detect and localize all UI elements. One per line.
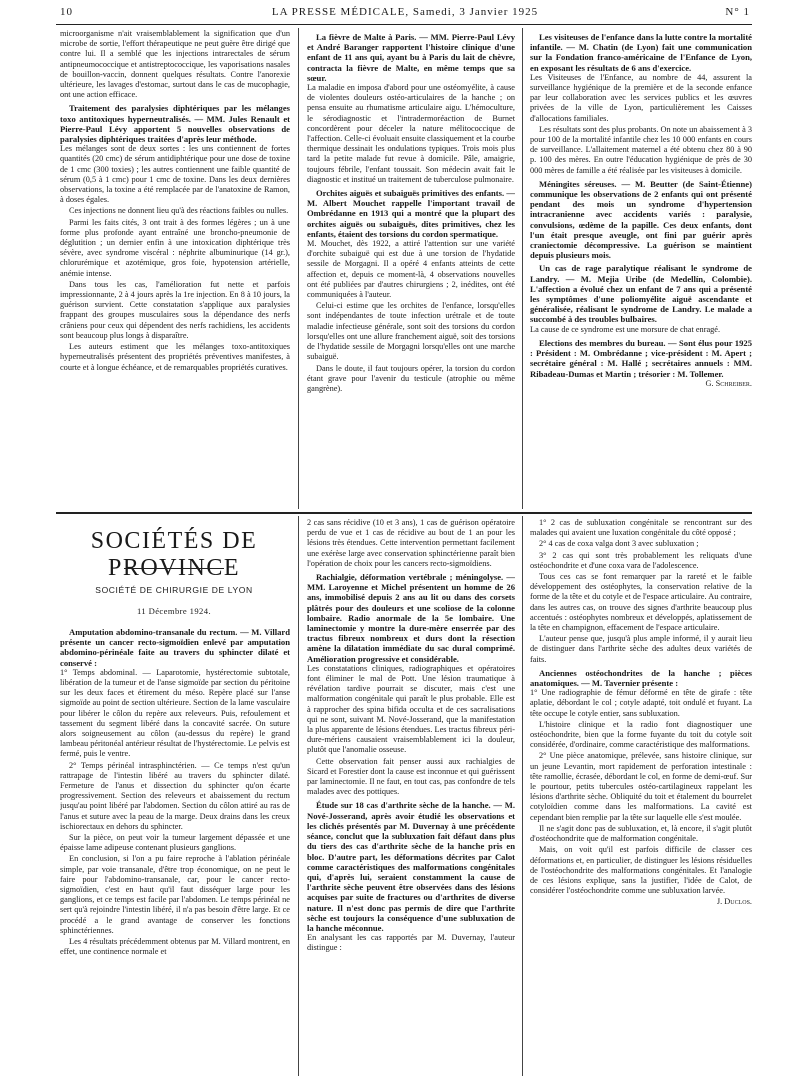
article-paragraph: Ces injections ne donnent lieu qu'à des réactions faibles ou nulles. [69, 206, 289, 216]
article-heading: Un cas de rage paralytique réalisant le syndrome de Landry. — M. Mejia Uribe (de Medellín, Colombie). L'affection a évolué chez un enfant de 7 ans qui a présenté les symptômes d'une poliomyélite aiguë ascendante et généralisée, réalisant le syndrome de Landry. Le malade a succombé à des troubles bulbaires. [530, 263, 752, 325]
article-heading: Étude sur 18 cas d'arthrite sèche de la hanche. — M. Nové-Josserand, après avoir étudié les observations et les clichés présentés par M. Duvernay à une précédente séance, conclut que la subluxation fait défaut dans plus du tiers des cas d'arthrite sèche de la hanche pris en bloc. D'autre part, les déformations décrites par Calot comme caractéristiques des malformations congénitales qui, d'après lui, seraient constamment la cause de l'arthrite sèche peuvent être observées dans des lésions acquises par suite de fractures ou d'arthrites de diverse nature. Il n'est donc pas permis de dire que l'arthrite sèche est toujours la conséquence d'une subluxation de la hanche méconnue. [307, 800, 515, 933]
article-paragraph: 2° 4 cas de coxa valga dont 3 avec subluxation ; [539, 539, 699, 549]
article-paragraph: Il ne s'agit donc pas de subluxation, et, là encore, il s'agit plutôt d'ostéochondrite que de malformation congénitale. [530, 823, 752, 844]
section-rule [56, 512, 752, 514]
article-heading: La fièvre de Malte à Paris. — MM. Pierre-Paul Lévy et André Baranger rapportent l'histoire clinique d'une enfant de 11 ans qui, ayant bu à Paris du lait de chèvre, contracta la fièvre de Malte, en même temps que sa sœur. [307, 32, 515, 83]
top-column-2 [307, 29, 515, 507]
article-heading: Elections des membres du bureau. — Sont élus pour 1925 : Président : M. Ombrédanne ; vice-président : M. Apert ; secrétaire général : M. Hallé ; secrétaires annuels : MM. Ribadeau-Dumas et Martin ; trésorier : M. Tollemer. [530, 337, 752, 379]
article-heading: Orchites aiguës et subaiguës primitives des enfants. — M. Albert Mouchet rappelle l'important travail de Ombrédanne en 1913 qui a montré que la plupart des orchites aiguës ou subaiguës, dites primitives, chez les enfants, étaient des torsions du cordon spermatique. [307, 188, 515, 239]
top-column-1 [60, 29, 290, 507]
article-paragraph: 2° Une pièce anatomique, prélevée, sans histoire clinique, sur un jeune Levantin, mort rapidement de perforation intestinale : tête ramollie, écrasée, débordant le col, en forme de demi-œuf. Sur le pourtour, petits tubercules ostéo-cartilagineux rappelant les lésions d'arthrite sèche. Obliquité du toit et étalement du bourrelet cotyloïdien comme dans les malformations. La cavité est cependant bien remplie par la tête sur laquelle elle s'est moulée. [530, 751, 752, 822]
article-paragraph: 1° Temps abdominal. — Laparotomie, hystérectomie subtotale, libération de la tumeur et de l'anse sigmoïde par section du péritoine sur les deux faces et étirement du méso. Repère placé sur l'anse sigmoïde au point de section ultérieure. Section de la lame vasculaire pour libérer le côlon du repère aux releveurs. Puis, refoulement et tassement du segment libéré dans la concavité sacrée. On suture alors soigneusement au côlon (au-dessus du repère) le grand lambeau péritonéal antérieur résultat de l'hystérectomie. Le pelvis est fermé, puis le ventre. [60, 667, 290, 759]
column-divider [522, 28, 523, 509]
article-paragraph: 1° Une radiographie de fémur déformé en tête de girafe : tête aplatie, débordant le col ; cotyle adapté, toit ondulé et fuyant. La tête occupe le cotyle entier, sans subluxation. [530, 688, 752, 718]
article-paragraph: Tous ces cas se font remarquer par la rareté et le faible développement des ostéophytes, la conservation relative de la forme de la tête et du cotyle et de l'espace articulaire. Au contraire, dans les autres cas, on trouve des signes d'arthrite beaucoup plus accentués : ostéophytes nombreux et développés, aplatissement de la tête en champignon, effacement de l'espace articulaire. [530, 572, 752, 633]
page-number: 10 [60, 6, 73, 18]
article-paragraph: En analysant les cas rapportés par M. Duvernay, l'auteur distingue : [307, 933, 515, 953]
article-paragraph: 3° 2 cas qui sont très probablement les reliquats d'une ostéochondrite et d'une coxa vara de l'adolescence. [530, 550, 752, 570]
article-paragraph: Les mélanges sont de deux sortes : les uns contiennent de fortes quantités (20 cmc) de sérum antidiphtérique pour une dose de toxine de 1 cmc (300 toxies) ; les autres contiennent une faible quantité de sérum (0,5 à 1 cmc) pour 1 cmc de toxine. Dans les deux dernières observations, la toxine a été remplacée par de l'anatoxine de Ramon, à doses égales. [60, 144, 290, 205]
article-paragraph: 2° Temps périnéal intrasphinctérien. — Ce temps n'est qu'un rattrapage de l'intestin libéré au travers du sphincter dilaté. Fermeture de l'anus et dissection du sphincter qu'on écarte progressivement. Section des releveurs et abaissement du rectum jusqu'au point libéré par l'abdomen. Section du côlon attiré au ras de l'anus et suture avec la peau de la marge. Deux drains dans les creux ischiorectaux en dehors du sphincter. [60, 760, 290, 831]
bottom-column-2 [307, 518, 515, 1072]
article-paragraph: Dans le doute, il faut toujours opérer, la torsion du cordon étant grave pour l'avenir du testicule (atrophie ou même gangrène). [307, 363, 515, 393]
column-divider [298, 28, 299, 509]
article-paragraph: Les 4 résultats précédemment obtenus par M. Villard montrent, en effet, une continence normale et [60, 937, 290, 957]
top-column-3 [530, 29, 752, 507]
section-title: SOCIÉTÉS DE PROVINCE [90, 528, 258, 581]
article-paragraph: Les Visiteuses de l'Enfance, au nombre de 44, assurent la surveillance hygiénique de la première et de la seconde enfance par leur collaboration avec les services publics et les œuvres privées de la ville de Lyon, particulièrement les Caisses d'allocations familiales. [530, 72, 752, 123]
article-paragraph: L'histoire clinique et la radio font diagnostiquer une ostéochondrite, bien que la forme fuyante du toit du cotyle soit considérée, d'ordinaire, comme caractéristique des malformations. [530, 719, 752, 750]
article-paragraph: Les résultats sont des plus probants. On note un abaissement à 3 pour 100 de la mortalité infantile chez les 10 000 enfants en cours de surveillance. L'allaitement maternel a été obtenu chez 80 à 90 p. 100 des mères. En outre l'éducation hygiénique de près de 30 000 mères de famille a été réalisée par les visiteuses à domicile. [530, 124, 752, 175]
column-divider [298, 516, 299, 1076]
bottom-column-3 [530, 518, 752, 1072]
article-paragraph: Sur la pièce, on peut voir la tumeur largement dépassée et une épaisse lame adipeuse contenant plusieurs ganglions. [60, 833, 290, 853]
author-signature: G. Schreiber. [705, 378, 752, 388]
article-paragraph: 1° 2 cas de subluxation congénitale se rencontrant sur des malades qui avaient une luxation congénitale du côté opposé ; [530, 518, 752, 538]
article-paragraph: En conclusion, si l'on a pu faire reproche à l'ablation périnéale simple, par voie transanale, d'être trop économique, on ne peut le faire pour l'abdomino-transanale, car, pour le cancer recto-sigmoïdien, c'est en haut qu'il faut disséquer large pour les ganglions, et ce temps est facile par l'abdomen. Le temps périnéal ne sert qu'à rejoindre l'intestin libéré, il n'a pas besoin d'être large. Et ce procédé a le grand avantage de conserver les fonctions sphinctériennes. [60, 854, 290, 935]
article-paragraph: Parmi les faits cités, 3 ont trait à des formes légères ; un à une forme plus profonde ayant entraîné une broncho-pneumonie de déglutition ; un dernier enfin à une intoxication diphtérique très sévère, avec syndrome viscéral : néphrite albuminurique (14 gr.), chlorurémique et azotémique, gros foie, hypotension artérielle, anémie intense. [60, 217, 290, 278]
article-heading: Méningites séreuses. — M. Beutter (de Saint-Étienne) communique les observations de 2 enfants qui ont présenté pendant des mois un syndrome d'hypertension intracranienne avec accidents variés : paralysie, convulsions, œdème de la papille. Ces deux enfants, dont l'un était presque aveugle, ont fini par guérir après craniectomie décompressive. La guérison se maintient depuis plusieurs mois. [530, 178, 752, 261]
running-header [60, 6, 750, 22]
society-name: SOCIÉTÉ DE CHIRURGIE DE LYON [95, 585, 253, 595]
article-heading: Rachialgie, déformation vertébrale ; méningolyse. — MM. Laroyenne et Michel présentent un homme de 26 ans, immobilisé depuis 2 ans au lit ou dans des corsets plâtrés pour des douleurs et une scoliose de la colonne lombaire. Radio anormale de la 5e lombaire. Une laminectomie y montre la dure-mère enserrée par des tractus fibreux nombreux et durs dont la résection amène la dilatation immédiate du sac dural comprimé. Amélioration progressive et considérable. [307, 572, 515, 664]
article-paragraph: Les constatations cliniques, radiographiques et opératoires font éliminer le mal de Pott. Une lésion traumatique à révélation tardive pourrait se discuter, mais c'est une malformation congénitale qui paraît le plus probable. Elle est à rapprocher des spina bifida occulta et de ces sacralisations qui ne sont, suivant M. Nové-Josserand, que la manifestation la plus apparente de lésions étendues. Les tractus fibreux péri-dure-mériens causaient vraisemblablement ici la douleur, plutôt que l'anomalie osseuse. [307, 663, 515, 755]
journal-title: LA PRESSE MÉDICALE, Samedi, 3 Janvier 1925 [271, 6, 539, 18]
column-divider [522, 516, 523, 1076]
article-paragraph: Mais, on voit qu'il est parfois difficile de classer ces déformations et, en particulier, de distinguer les lésions résiduelles de l'ostéochondrite des malformations congénitales. Et l'analogie de ces lésions explique, sans la justifier, l'idée de Calot, de considérer l'ostéochondrite comme une subluxation larvée. [530, 845, 752, 896]
header-rule [56, 24, 752, 25]
article-paragraph: L'auteur pense que, jusqu'à plus ample informé, il y aurait lieu de distinguer dans l'arthrite sèche des adultes deux variétés de faits. [530, 634, 752, 664]
title-underline [124, 568, 224, 569]
article-heading: Les visiteuses de l'enfance dans la lutte contre la mortalité infantile. — M. Chatin (de Lyon) fait une communication sur la Fondation franco-américaine de l'Enfance de Lyon, en exposant les résultats de 6 ans d'exercice. [530, 32, 752, 73]
article-paragraph: La maladie en imposa d'abord pour une ostéomyélite, à cause de violentes douleurs ostéo-articulaires de la hanche ; on pensa ensuite au rhumatisme articulaire aigu. L'hémoculture, le sérodiagnostic et l'intradermoréaction de Burnet concordèrent pour déceler la nature mélitococcique de l'affection. Celle-ci évoluait ensuite classiquement et la courbe thermique dessinait les ondulations typiques. Trois mois plus tard la petite malade fut revue à domicile. Pâle, amaigrie, toujours fébrile, l'enfant toussait. Son médecin avait fait le diagnostic et institué un traitement de tuberculose pulmonaire. [307, 83, 515, 184]
article-paragraph: Dans tous les cas, l'amélioration fut nette et parfois impressionnante, 2 à 4 jours après la 1re injection. En 8 à 10 jours, la guérison survient. Cette constatation s'applique aux paralysies frappant des groupes musculaires sous la dépendance des nerfs crâniens pour ceux qui dépendent des nerfs rachidiens, les accidents sont beaucoup plus longs à disparaître. [60, 279, 290, 340]
article-paragraph: Celui-ci estime que les orchites de l'enfance, lorsqu'elles sont indépendantes de toute infection urétrale et de toute maladie infectieuse générale, sont soit des torsions du cordon lorsqu'elles ont une allure franchement aiguë, soit des torsions de l'hydatide sessile de Morgagni lorsqu'elles ont une marche subaiguë. [307, 301, 515, 362]
article-paragraph: La cause de ce syndrome est une morsure de chat enragé. [530, 324, 721, 334]
article-paragraph: Les auteurs estiment que les mélanges toxo-antitoxiques hyperneutralisés présentent des propriétés préventives manifestes, à courte et à longue échéance, et de remarquables propriétés curatives. [60, 342, 290, 372]
article-heading: Anciennes ostéochondrites de la hanche ; pièces anatomiques. — M. Tavernier présente : [530, 667, 752, 689]
issue-number: N° 1 [725, 6, 750, 18]
article-heading: Traitement des paralysies diphtériques par les mélanges toxo antitoxiques hyperneutralisés. — MM. Jules Renault et Pierre-Paul Lévy apportent 5 nouvelles observations de paralysies diphtériques traitées d'après leur méthode. [60, 103, 290, 145]
author-signature: J. Duclos. [716, 897, 752, 907]
article-paragraph: M. Mouchet, dès 1922, a attiré l'attention sur une variété d'orchite subaiguë qui est due à une torsion de l'hydatide sessile de Morgagni. Il a opéré 4 enfants atteints de cette affection et, depuis ce moment-là, 4 observations nouvelles ont été publiées par d'autres chirurgiens ; 2, inédites, ont été communiquées à l'auteur. [307, 239, 515, 300]
session-date: 11 Décembre 1924. [136, 606, 211, 616]
article-paragraph: microorganisme n'ait vraisemblablement la signification que d'un microbe de sortie, l'effort thérapeutique ne peut guère être dirigé que contre lui. Il a semblé que les injections intrarectales de sérum antipneumococcique et antistreptococcique, les vaporisations nasales de bouillon-vaccin, donnent quelques résultats. Contre l'anorexie ultérieure, les lavages d'estomac, surtout dans le cas de mucophagie, ont une action efficace. [60, 29, 290, 100]
article-heading: Amputation abdomino-transanale du rectum. — M. Villard présente un cancer recto-sigmoïdien enlevé par amputation abdomino-périnéale faite au travers du sphincter dilaté et conservé : [60, 627, 290, 668]
bottom-column-1 [60, 624, 290, 1072]
article-paragraph: Cette observation fait penser aussi aux rachialgies de Sicard et Forestier dont la cause est inconnue et qui guérissent par laminectomie. Il ne faut, en tout cas, pas confondre de tels malades avec des pottiques. [307, 756, 515, 797]
article-paragraph: 2 cas sans récidive (10 et 3 ans), 1 cas de guérison opératoire perdu de vue et 1 cas de récidive au bout de 1 an pour les lésions très étendues. Cette intervention permettant facilement une exérèse large avec conservation sphinctérienne paraît bien l'opération de choix pour les cancers recto-sigmoïdiens. [307, 518, 515, 568]
